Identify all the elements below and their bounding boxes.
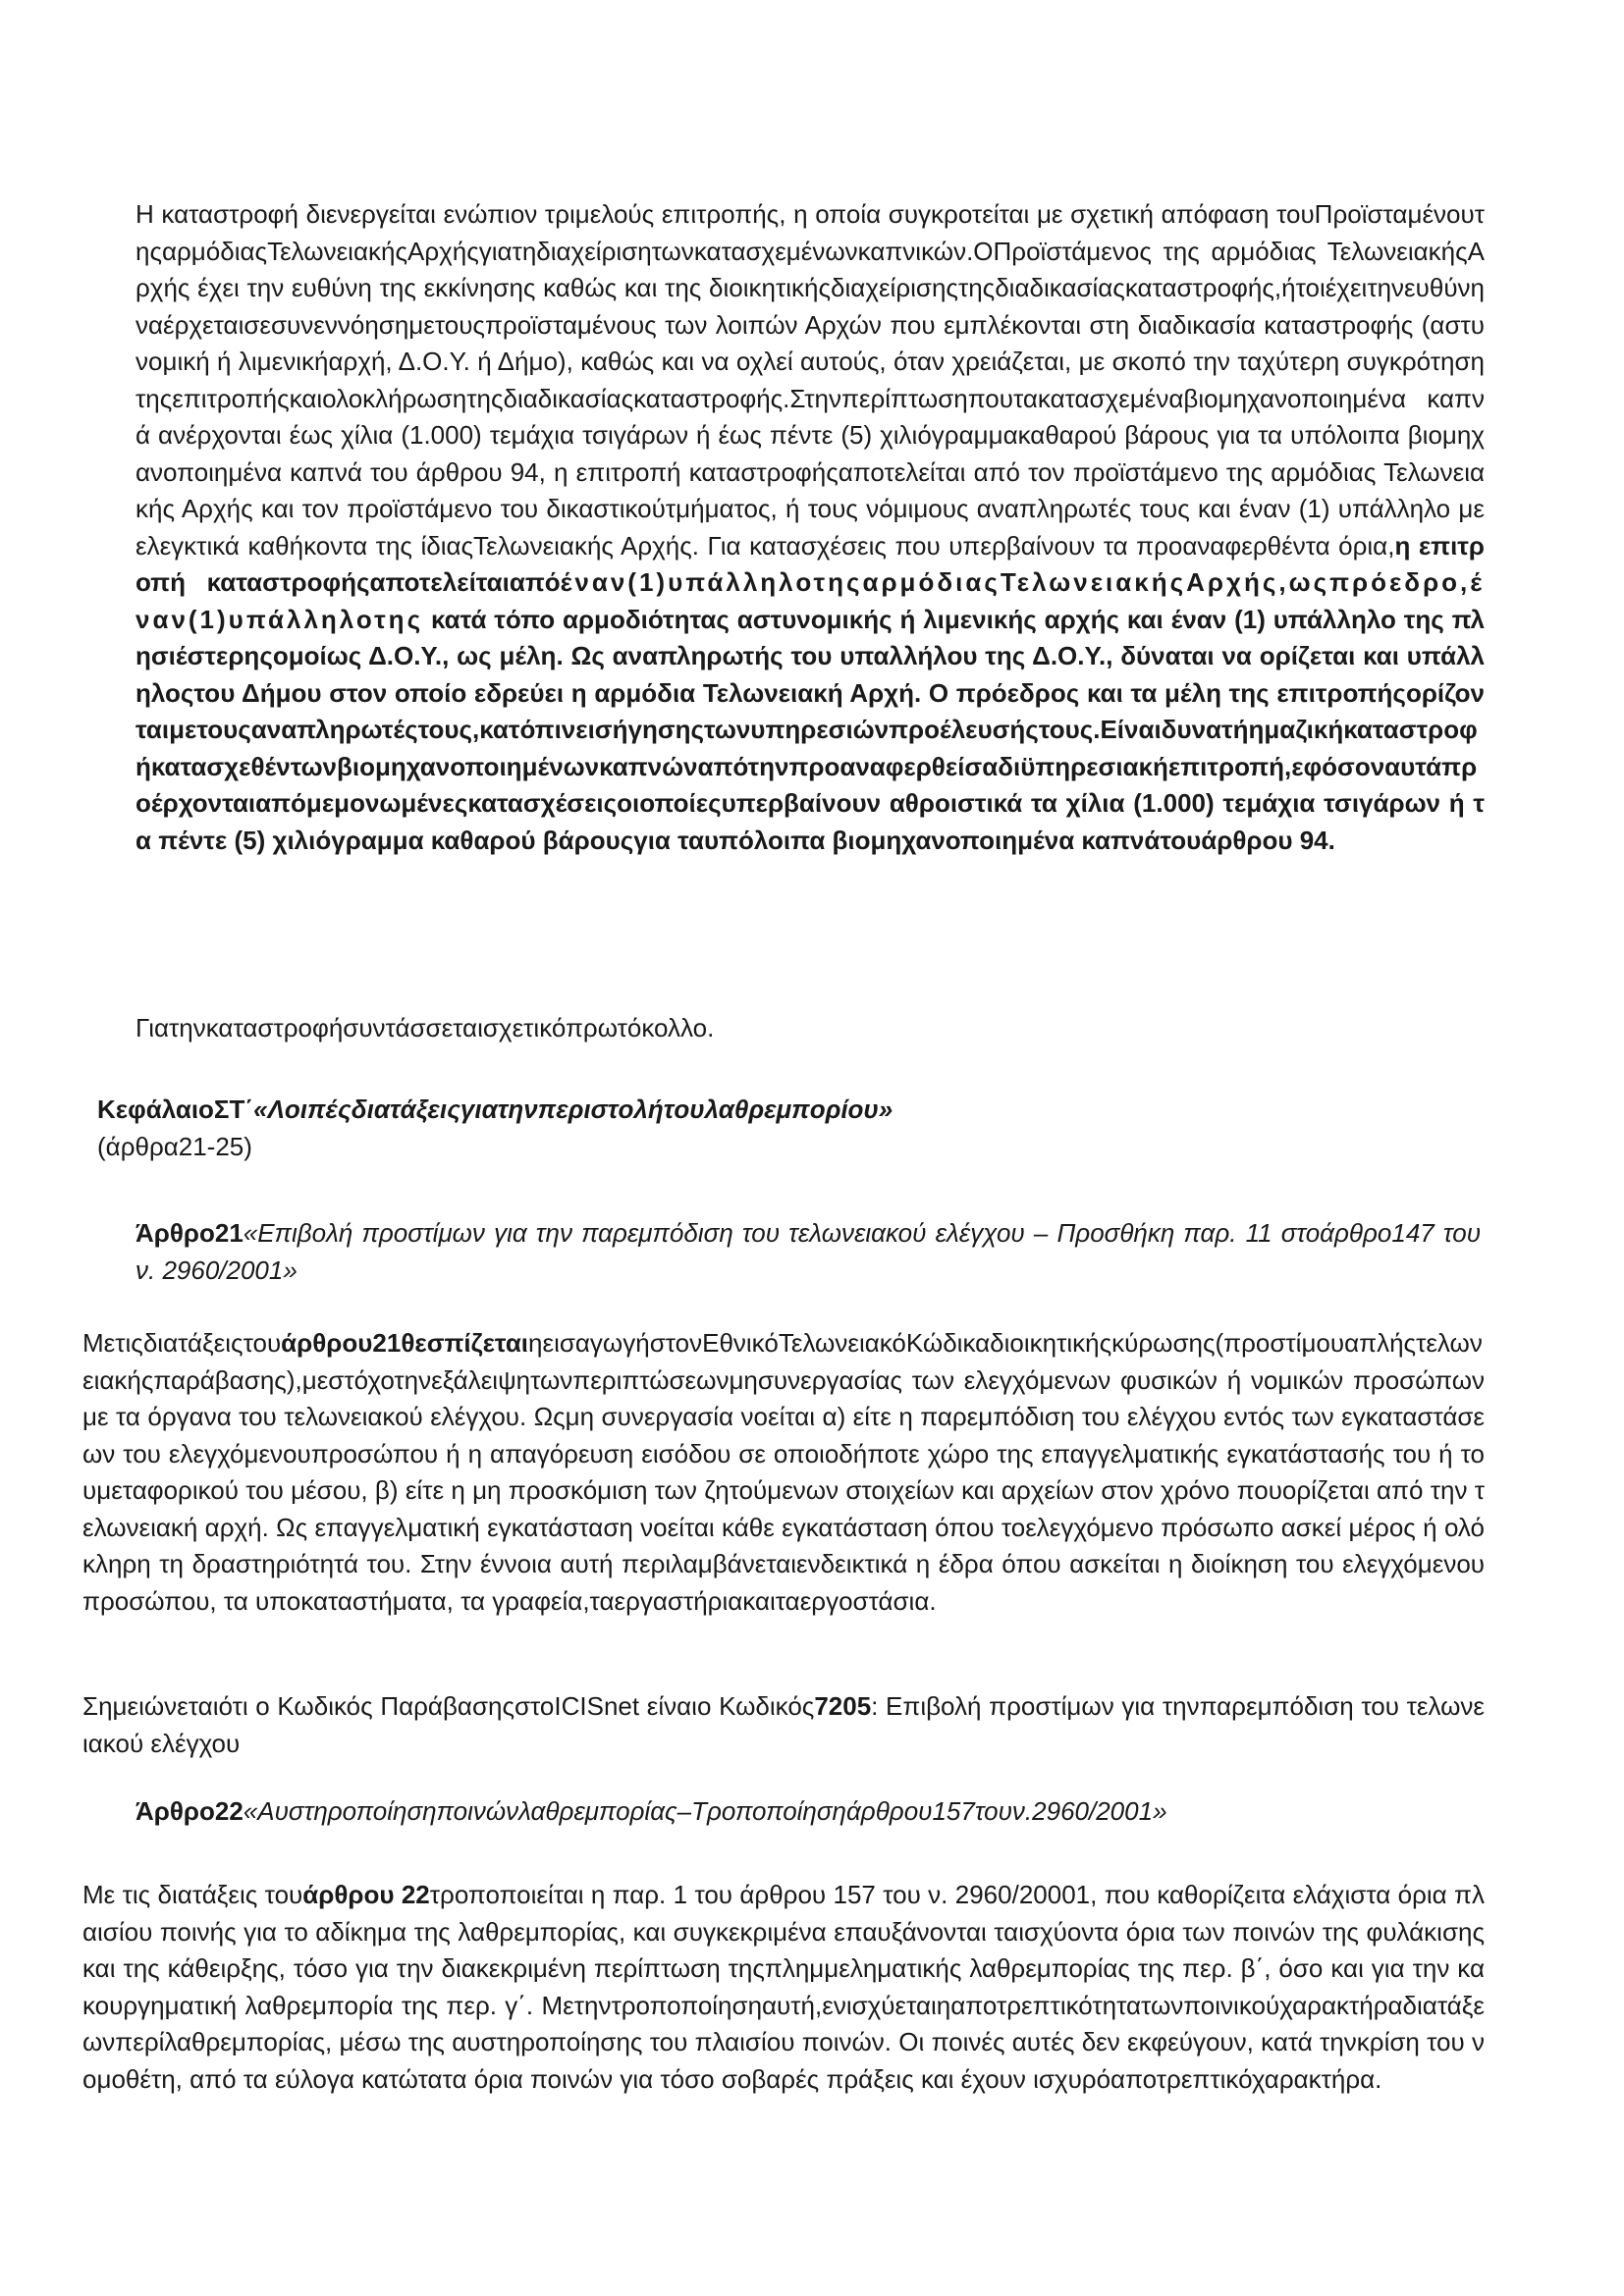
article20-destruction-paragraph <box>135 196 1485 859</box>
paragraph-text: Η καταστροφή διενεργείται ενώπιον τριμελούς επιτροπής, η οποία συγκροτείται με σχετική απόφαση τουΠροϊσταμένουτηςαρμόδιαςΤελωνειακήςΑρχήςγιατηδιαχείρισητωνκατασχεμένωνκαπνικών.ΟΠροϊστάμενος της αρμόδιας ΤελωνειακήςΑρχής έχει την ευθύνη της εκκίνησης καθώς και της διοικητικήςδιαχείρισηςτηςδιαδικασίαςκαταστροφής,ήτοιέχειτηνευθύνηναέρχεταισεσυνεννόησημετουςπροϊσταμένους των λοιπών Αρχών που εμπλέκονται στη διαδικασία καταστροφής (αστυνομική ή λιμενικήαρχή, Δ.Ο.Υ. ή Δήμο), καθώς και να οχλεί αυτούς, όταν χρειάζεται, με σκοπό την ταχύτερη συγκρότηση τηςεπιτροπήςκαιολοκλήρωσητηςδιαδικασίαςκαταστροφής.Στηνπερίπτωσηπουτακατασχεμέναβιομηχανοποιημένα καπνά ανέρχονται έως χίλια (1.000) τεμάχια τσιγάρων ή έως πέντε (5) χιλιόγραμμακαθαρού βάρους για τα υπόλοιπα βιομηχανοποιημένα καπνά του άρθρου 94, η επιτροπή καταστροφήςαποτελείται από τον προϊστάμενο της αρμόδιας Τελωνειακής Αρχής και τον προϊστάμενο του δικαστικούτμήματος, ή τους νόμιμους αναπληρωτές τους και έναν (1) υπάλληλο με ελεγκτικά καθήκοντα της ίδιαςΤελωνειακής Αρχής. Για κατασχέσεις που υπερβαίνουν τα προαναφερθέντα όρια, <box>135 199 1485 561</box>
bold-text: η επιτροπή καταστροφήςαποτελείταιαπόέναν(1)υπάλληλοτηςαρμόδιαςΤελωνειακήςΑρχής,ωςπρόεδρο,έναν(1)υπάλληλοτης κατά τόπο αρμοδιότητας αστυνομικής ή λιμενικής αρχής και έναν (1) υπάλληλο της πλησιέστερηςομοίως Δ.Ο.Υ., ως μέλη. Ως αναπληρωτής του υπαλλήλου της Δ.Ο.Υ., δύναται να ορίζεται και υπάλληλοςτου Δήμου στον οποίο εδρεύει η αρμόδια Τελωνειακή Αρχή. Ο πρόεδρος και τα μέλη της επιτροπήςορίζονταιμετουςαναπληρωτέςτους,κατόπινεισήγησηςτωνυπηρεσιώνπροέλευσήςτους.Είναιδυνατήημαζικήκαταστροφήκατασχεθέντωνβιομηχανοποιημένωνκαπνώναπότηνπροαναφερθείσαδιϋπηρεσιακήεπιτροπή,εφόσοναυτάπροέρχονταιαπόμεμονωμένεςκατασχέσειςοιοποίεςυπερβαίνουν αθροιστικά τα χίλια (1.000) τεμάχια τσιγάρων ή τα πέντε (5) χιλιόγραμμα καθαρού βάρουςγια ταυπόλοιπα βιομηχανοποιημένα καπνάτουάρθρου 94. <box>135 530 1485 855</box>
chapter-articles-range: (άρθρα21-25) <box>97 1132 252 1161</box>
article21-label: Άρθρο21 <box>135 1218 244 1248</box>
article22-label: Άρθρο22 <box>135 1796 244 1826</box>
violation-code: 7205 <box>814 1691 872 1721</box>
chapter-heading <box>97 1092 893 1129</box>
article22-paragraph: Με τις διατάξεις τουάρθρου 22τροποποιείται η παρ. 1 του άρθρου 157 του ν. 2960/20001, που καθορίζειτα ελάχιστα όρια πλαισίου ποινής για το αδίκημα της λαθρεμπορίας, και συγκεκριμένα επαυξάνονται ταισχύοντα όρια των ποινών της φυλάκισης και της κάθειρξης, τόσο για την διακεκριμένη περίπτωση τηςπλημμεληματικής λαθρεμπορίας της περ. β΄, όσο και για την κακουργηματική λαθρεμπορία της περ. γ΄. Μετηντροποποίησηαυτή,ενισχύεταιηαποτρεπτικότητατωνποινικούχαρακτήραδιατάξεωνπερίλαθρεμπορίας, μέσω της αυστηροποίησης του πλαισίου ποινών. Οι ποινές αυτές δεν εκφεύγουν, κατά τηνκρίση του νομοθέτη, από τα εύλογα κατώτατα όρια ποινών για τόσο σοβαρές πράξεις και έχουν ισχυρόαποτρεπτικόχαρακτήρα. <box>82 1880 1485 2094</box>
article22-title: «Αυστηροποίησηποινώνλαθρεμπορίας–Τροποποίησηάρθρου157τουν.2960/2001» <box>243 1796 1167 1826</box>
article21-paragraph: Μετιςδιατάξειςτουάρθρου21θεσπίζεταιηεισαγωγήστονΕθνικόΤελωνειακόΚώδικαδιοικητικήςκύρωσης(προστίμουαπλήςτελωνειακήςπαράβασης),μεστόχοτηνεξάλειψητωνπεριπτώσεωνμησυνεργασίας των ελεγχόμενων φυσικών ή νομικών προσώπων με τα όργανα του τελωνειακού ελέγχου. Ωςμη συνεργασία νοείται α) είτε η παρεμπόδιση του ελέγχου εντός των εγκαταστάσεων του ελεγχόμενουπροσώπου ή η απαγόρευση εισόδου σε οποιοδήποτε χώρο της επαγγελματικής εγκατάστασής του ή τουμεταφορικού του μέσου, β) είτε η μη προσκόμιση των ζητούμενων στοιχείων και αρχείων στον χρόνο πουορίζεται από την τελωνειακή αρχή. Ως επαγγελματική εγκατάσταση νοείται κάθε εγκατάσταση όπου τοελεγχόμενο πρόσωπο ασκεί μέρος ή ολόκληρη τη δραστηριότητά του. Στην έννοια αυτή περιλαμβάνεταιενδεικτικά η έδρα όπου ασκείται η διοίκηση του ελεγχόμενου προσώπου, τα υποκαταστήματα, τα γραφεία,ταεργαστήριακαιταεργοστάσια. <box>82 1328 1485 1616</box>
article22-heading <box>135 1793 1167 1831</box>
article21-heading <box>135 1215 1481 1289</box>
chapter-label: ΚεφάλαιοΣΤ΄«Λοιπέςδιατάξειςγιατηνπεριστολήτουλαθρεμπορίου» <box>97 1095 893 1124</box>
article20-protocol-line: Γιατηνκαταστροφήσυντάσσεταισχετικόπρωτόκολλο. <box>135 1013 715 1042</box>
article21-title: «Επιβολή προστίμων για την παρεμπόδιση του τελωνειακού ελέγχου – Προσθήκη παρ. 11 στοάρθρο147 του ν. 2960/2001» <box>135 1218 1481 1285</box>
article21-note: Σημειώνεταιότι ο Κωδικός ΠαράβασηςστοICISnet είναιο Κωδικός7205: Επιβολή προστίμων για τηνπαρεμπόδιση του τελωνειακού ελέγχου <box>82 1691 1485 1758</box>
